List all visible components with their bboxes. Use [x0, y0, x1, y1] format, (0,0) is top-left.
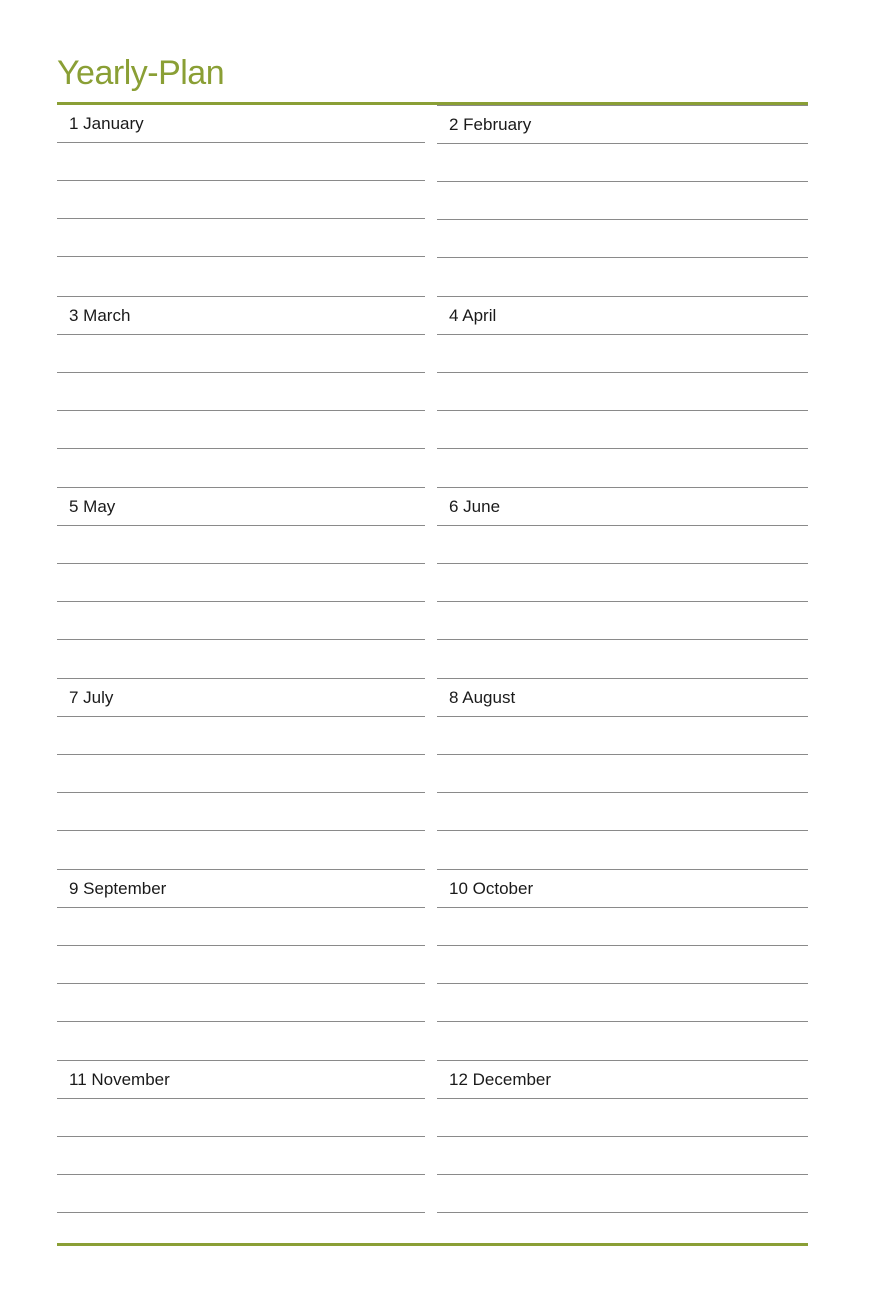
- month-header: [57, 488, 425, 526]
- month-header: [437, 106, 808, 144]
- month-header: [57, 870, 425, 908]
- month-block-november: [57, 1060, 425, 1251]
- month-label: 5 May: [69, 497, 116, 516]
- month-header: [437, 1061, 808, 1099]
- month-block-march: [57, 296, 425, 487]
- months-grid: [57, 105, 808, 1251]
- writing-line[interactable]: [57, 831, 425, 869]
- writing-line[interactable]: [437, 258, 808, 296]
- writing-line[interactable]: [437, 717, 808, 755]
- month-header: [437, 679, 808, 717]
- writing-line[interactable]: [437, 908, 808, 946]
- writing-line[interactable]: [437, 640, 808, 678]
- writing-line[interactable]: [57, 411, 425, 449]
- month-block-august: [437, 678, 808, 869]
- month-header: [57, 297, 425, 335]
- writing-line[interactable]: [437, 831, 808, 869]
- writing-line[interactable]: [57, 1137, 425, 1175]
- writing-line[interactable]: [437, 755, 808, 793]
- writing-line[interactable]: [437, 182, 808, 220]
- month-block-june: [437, 487, 808, 678]
- month-header: [57, 679, 425, 717]
- writing-line[interactable]: [57, 640, 425, 678]
- writing-line[interactable]: [57, 717, 425, 755]
- month-label: 3 March: [69, 306, 131, 325]
- writing-line[interactable]: [57, 526, 425, 564]
- writing-line[interactable]: [437, 564, 808, 602]
- writing-line[interactable]: [57, 335, 425, 373]
- month-block-january: [57, 105, 425, 296]
- writing-line[interactable]: [57, 449, 425, 487]
- month-label: 4 April: [449, 306, 497, 325]
- month-label: 1 January: [69, 114, 144, 133]
- month-label: 8 August: [449, 688, 516, 707]
- month-header: [57, 1061, 425, 1099]
- month-header: [437, 870, 808, 908]
- writing-line[interactable]: [437, 335, 808, 373]
- month-header: [437, 297, 808, 335]
- writing-line[interactable]: [437, 449, 808, 487]
- writing-line[interactable]: [57, 946, 425, 984]
- writing-line[interactable]: [437, 1175, 808, 1213]
- month-label: 2 February: [449, 115, 532, 134]
- writing-line[interactable]: [57, 908, 425, 946]
- month-block-october: [437, 869, 808, 1060]
- month-block-december: [437, 1060, 808, 1251]
- writing-line[interactable]: [437, 220, 808, 258]
- writing-line[interactable]: [57, 257, 425, 295]
- writing-line[interactable]: [57, 373, 425, 411]
- month-label: 9 September: [69, 879, 167, 898]
- page-title: Yearly-Plan: [57, 54, 225, 92]
- writing-line[interactable]: [437, 984, 808, 1022]
- writing-line[interactable]: [437, 602, 808, 640]
- month-header: [437, 488, 808, 526]
- writing-line[interactable]: [57, 181, 425, 219]
- month-label: 7 July: [69, 688, 114, 707]
- month-block-may: [57, 487, 425, 678]
- month-block-july: [57, 678, 425, 869]
- writing-line[interactable]: [437, 526, 808, 564]
- month-label: 10 October: [449, 879, 534, 898]
- writing-line[interactable]: [57, 1099, 425, 1137]
- writing-line[interactable]: [437, 373, 808, 411]
- writing-line[interactable]: [57, 1022, 425, 1060]
- writing-line[interactable]: [437, 946, 808, 984]
- writing-line[interactable]: [437, 1099, 808, 1137]
- month-block-february: [437, 105, 808, 296]
- writing-line[interactable]: [57, 1175, 425, 1213]
- writing-line[interactable]: [437, 411, 808, 449]
- month-label: 6 June: [449, 497, 501, 516]
- writing-line[interactable]: [437, 1022, 808, 1060]
- writing-line[interactable]: [57, 755, 425, 793]
- writing-line[interactable]: [57, 602, 425, 640]
- writing-line[interactable]: [57, 143, 425, 181]
- writing-line[interactable]: [437, 144, 808, 182]
- month-label: 11 November: [69, 1070, 170, 1089]
- writing-line[interactable]: [437, 1137, 808, 1175]
- month-header: [57, 105, 425, 143]
- writing-line[interactable]: [57, 984, 425, 1022]
- writing-line[interactable]: [57, 219, 425, 257]
- month-block-september: [57, 869, 425, 1060]
- writing-line[interactable]: [57, 564, 425, 602]
- bottom-accent-rule: [57, 1243, 808, 1246]
- month-block-april: [437, 296, 808, 487]
- writing-line[interactable]: [57, 793, 425, 831]
- writing-line[interactable]: [437, 793, 808, 831]
- month-label: 12 December: [449, 1070, 552, 1089]
